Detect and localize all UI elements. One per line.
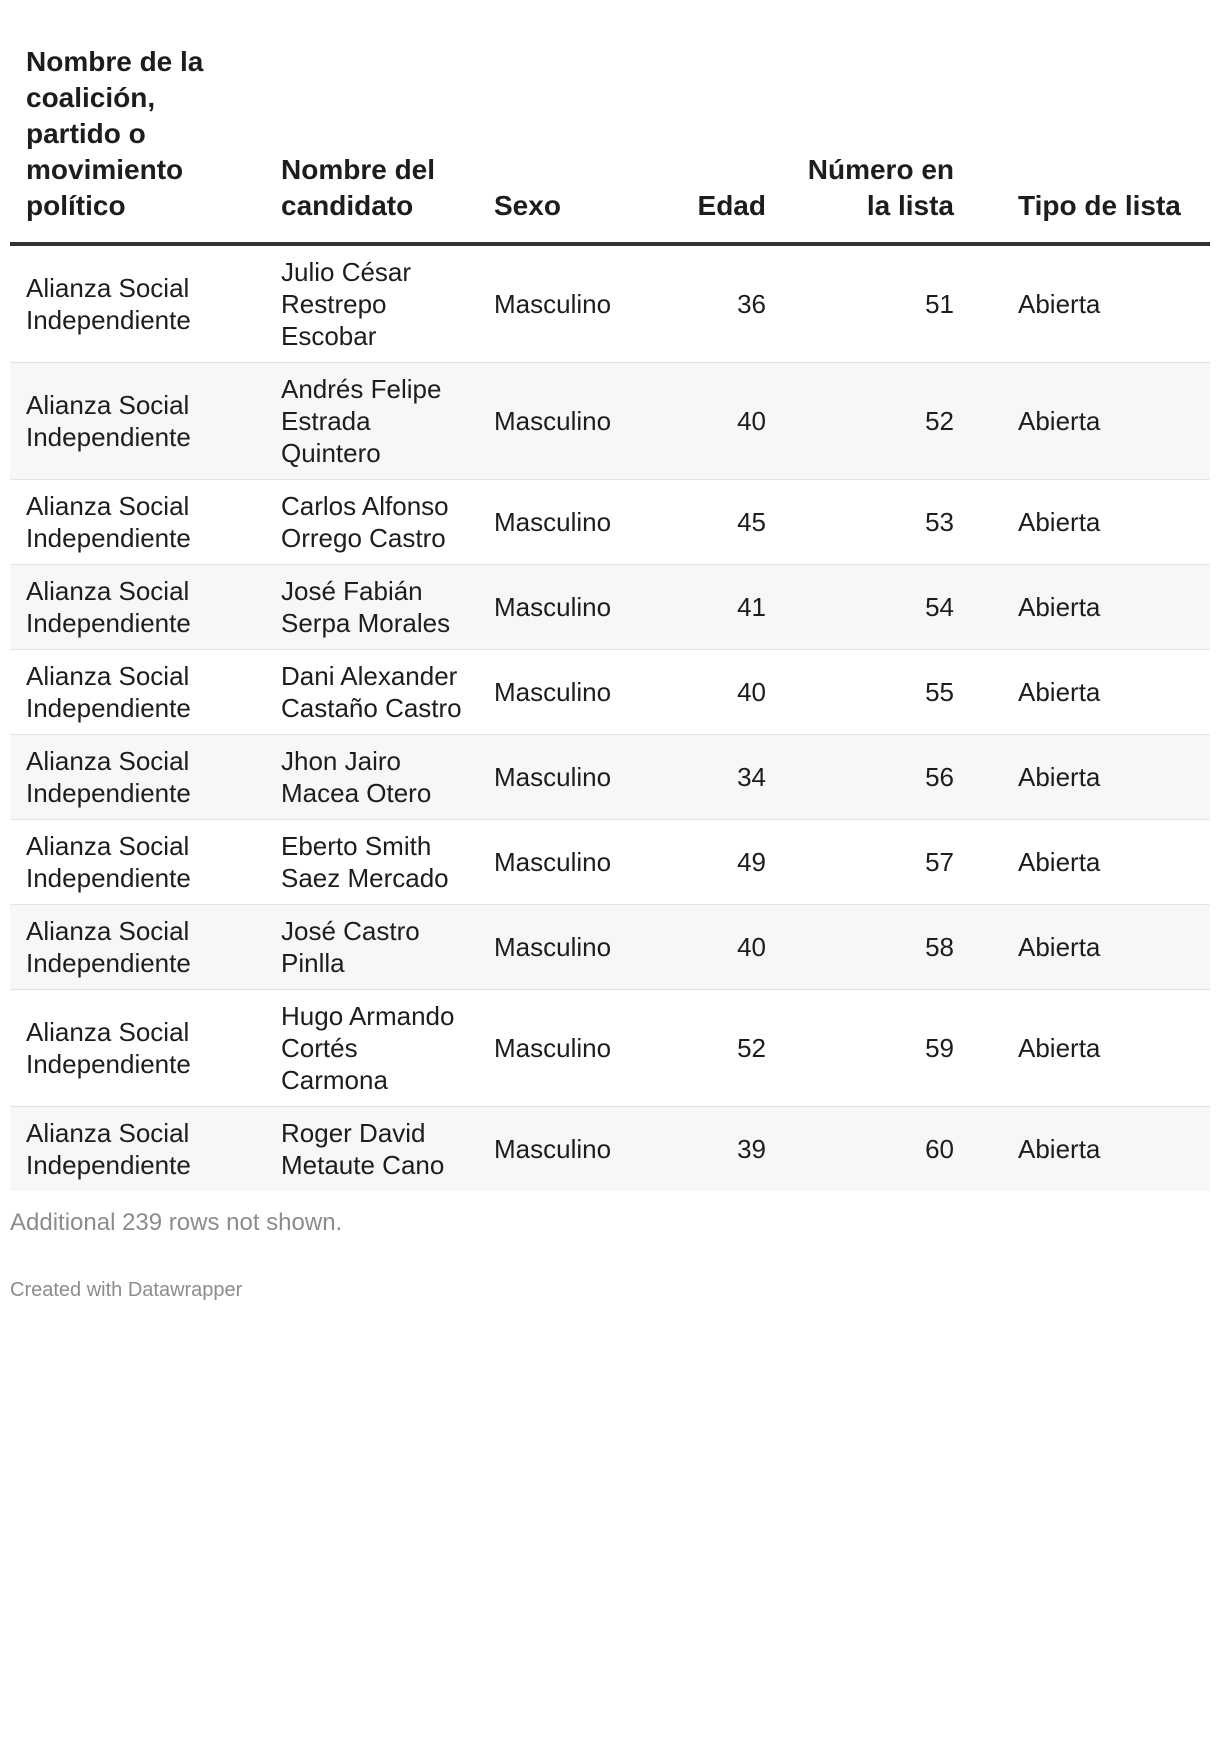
cell-edad: 34 [658,735,778,820]
cell-edad: 49 [658,820,778,905]
cell-candidato: José Fabián Serpa Morales [265,565,478,650]
cell-numero: 58 [778,905,966,990]
table-row [10,244,1210,363]
cell-edad: 36 [658,244,778,363]
cell-sexo: Masculino [478,905,658,990]
cell-coalicion: Alianza Social Independiente [10,905,265,990]
cell-tipo: Abierta [966,990,1210,1107]
cell-tipo: Abierta [966,650,1210,735]
cell-numero: 56 [778,735,966,820]
cell-coalicion: Alianza Social Independiente [10,244,265,363]
cell-tipo: Abierta [966,905,1210,990]
table-container [10,0,1210,1302]
cell-candidato: Dani Alexander Castaño Castro [265,650,478,735]
cell-candidato: Roger David Metaute Cano [265,1107,478,1192]
cell-coalicion: Alianza Social Independiente [10,565,265,650]
table-row [10,735,1210,820]
cell-sexo: Masculino [478,363,658,480]
table-row [10,905,1210,990]
cell-numero: 53 [778,480,966,565]
credit-line: Created with Datawrapper [10,1279,243,1301]
cell-sexo: Masculino [478,1107,658,1192]
cell-numero: 52 [778,363,966,480]
cell-numero: 51 [778,244,966,363]
cell-tipo: Abierta [966,244,1210,363]
table-row [10,1107,1210,1192]
header-tipo[interactable]: Tipo de lista [966,0,1210,244]
cell-numero: 54 [778,565,966,650]
cell-edad: 40 [658,650,778,735]
cell-tipo: Abierta [966,820,1210,905]
cell-edad: 41 [658,565,778,650]
cell-candidato: Jhon Jairo Macea Otero [265,735,478,820]
cell-sexo: Masculino [478,480,658,565]
cell-coalicion: Alianza Social Independiente [10,990,265,1107]
cell-coalicion: Alianza Social Independiente [10,820,265,905]
header-edad[interactable]: Edad [658,0,778,244]
table-row [10,480,1210,565]
table-header-row [10,0,1210,244]
cell-tipo: Abierta [966,480,1210,565]
cell-candidato: Eberto Smith Saez Mercado [265,820,478,905]
cell-coalicion: Alianza Social Independiente [10,650,265,735]
cell-coalicion: Alianza Social Independiente [10,480,265,565]
cell-sexo: Masculino [478,244,658,363]
table-row [10,990,1210,1107]
cell-edad: 39 [658,1107,778,1192]
header-candidato[interactable]: Nombre del candidato [265,0,478,244]
cell-tipo: Abierta [966,565,1210,650]
cell-sexo: Masculino [478,565,658,650]
cell-edad: 45 [658,480,778,565]
cell-sexo: Masculino [478,650,658,735]
cell-numero: 59 [778,990,966,1107]
cell-numero: 57 [778,820,966,905]
header-sexo[interactable]: Sexo [478,0,658,244]
cell-candidato: Hugo Armando Cortés Carmona [265,990,478,1107]
cell-candidato: Andrés Felipe Estrada Quintero [265,363,478,480]
header-coalicion[interactable]: Nombre de la coalición, partido o movimiento político [10,0,265,244]
cell-sexo: Masculino [478,820,658,905]
table-row [10,650,1210,735]
table-body [10,244,1210,1191]
cell-edad: 52 [658,990,778,1107]
cell-numero: 55 [778,650,966,735]
table-row [10,363,1210,480]
table-row [10,565,1210,650]
cell-sexo: Masculino [478,735,658,820]
cell-sexo: Masculino [478,990,658,1107]
table-notes: Additional 239 rows not shown. [10,1209,343,1236]
cell-coalicion: Alianza Social Independiente [10,1107,265,1192]
cell-tipo: Abierta [966,1107,1210,1192]
cell-edad: 40 [658,363,778,480]
table-row [10,820,1210,905]
cell-coalicion: Alianza Social Independiente [10,735,265,820]
candidates-table [10,0,1210,1191]
cell-candidato: Julio César Restrepo Escobar [265,244,478,363]
cell-tipo: Abierta [966,735,1210,820]
cell-edad: 40 [658,905,778,990]
cell-candidato: José Castro Pinlla [265,905,478,990]
header-numero[interactable]: Número en la lista [778,0,966,244]
cell-numero: 60 [778,1107,966,1192]
cell-tipo: Abierta [966,363,1210,480]
cell-coalicion: Alianza Social Independiente [10,363,265,480]
cell-candidato: Carlos Alfonso Orrego Castro [265,480,478,565]
